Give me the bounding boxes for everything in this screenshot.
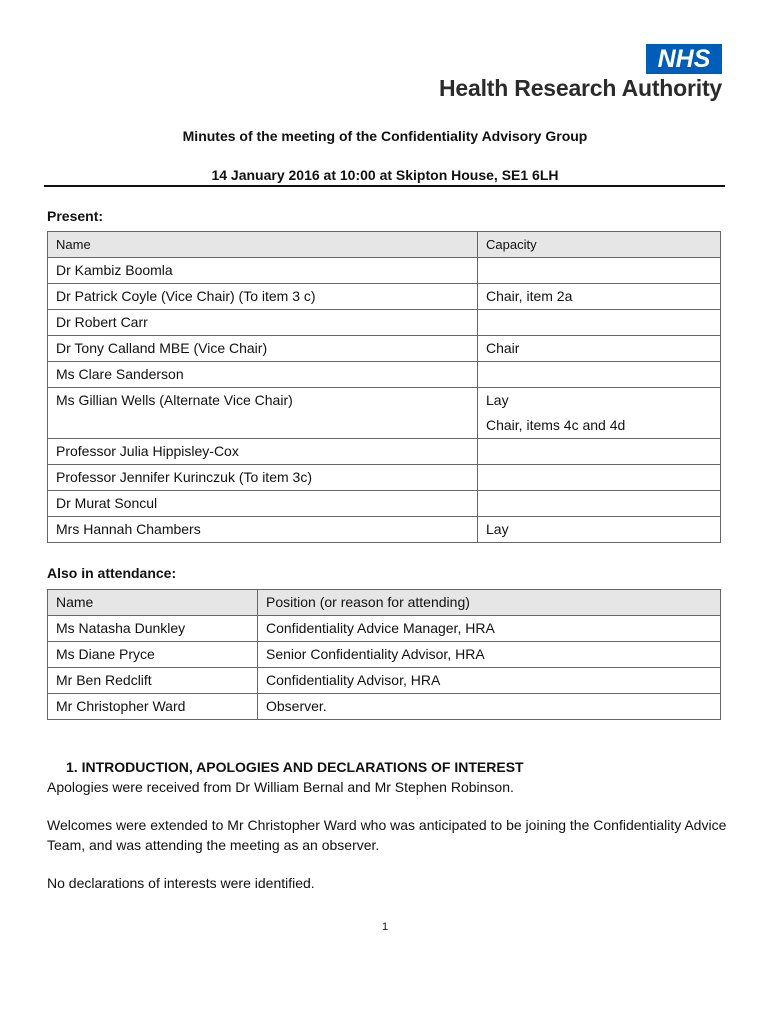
section-heading: 1. INTRODUCTION, APOLOGIES AND DECLARATIONS OF INTEREST — [66, 759, 524, 775]
table-row — [48, 642, 721, 668]
page-number: 1 — [381, 921, 389, 933]
name-cell: Ms Clare Sanderson — [48, 362, 478, 388]
attendance-label: Also in attendance: — [47, 565, 177, 581]
table-row — [48, 258, 721, 284]
capacity-cell — [478, 439, 721, 465]
organisation-name: Health Research Authority — [439, 75, 722, 101]
title-divider — [44, 185, 725, 187]
paragraph: Apologies were received from Dr William Bernal and Mr Stephen Robinson. — [47, 779, 514, 795]
table-row — [48, 668, 721, 694]
name-cell: Ms Diane Pryce — [48, 642, 258, 668]
nhs-hra-logo — [402, 44, 722, 104]
name-cell: Mr Christopher Ward — [48, 694, 258, 720]
present-table — [47, 231, 721, 543]
table-row — [48, 517, 721, 543]
header-cell: Name — [48, 232, 478, 258]
nhs-logo-box: NHS — [646, 44, 722, 74]
paragraph: No declarations of interests were identified. — [47, 875, 315, 891]
position-cell: Confidentiality Advice Manager, HRA — [258, 616, 721, 642]
table-row — [48, 310, 721, 336]
position-cell: Confidentiality Advisor, HRA — [258, 668, 721, 694]
document-title: Minutes of the meeting of the Confidentiality Advisory Group — [182, 128, 588, 144]
name-cell: Dr Kambiz Boomla — [48, 258, 478, 284]
capacity-cell — [478, 388, 721, 439]
name-cell: Dr Robert Carr — [48, 310, 478, 336]
name-cell: Dr Murat Soncul — [48, 491, 478, 517]
name-cell: Dr Tony Calland MBE (Vice Chair) — [48, 336, 478, 362]
position-cell: Observer. — [258, 694, 721, 720]
capacity-cell — [478, 310, 721, 336]
name-cell: Professor Julia Hippisley-Cox — [48, 439, 478, 465]
meeting-date-location: 14 January 2016 at 10:00 at Skipton House, SE1 6LH — [211, 167, 559, 183]
header-cell: Capacity — [478, 232, 721, 258]
header-cell: Name — [48, 590, 258, 616]
capacity-cell — [478, 465, 721, 491]
table-row — [48, 491, 721, 517]
position-cell: Senior Confidentiality Advisor, HRA — [258, 642, 721, 668]
name-cell: Mr Ben Redclift — [48, 668, 258, 694]
name-cell: Ms Natasha Dunkley — [48, 616, 258, 642]
name-cell: Ms Gillian Wells (Alternate Vice Chair) — [48, 388, 478, 439]
capacity-line: Chair, items 4c and 4d — [486, 417, 626, 433]
capacity-cell: Chair, item 2a — [478, 284, 721, 310]
attendance-table — [47, 589, 721, 720]
table-row — [48, 388, 721, 439]
present-label: Present: — [47, 208, 104, 224]
capacity-cell: Lay — [478, 517, 721, 543]
table-row — [48, 336, 721, 362]
table-row — [48, 694, 721, 720]
name-cell: Mrs Hannah Chambers — [48, 517, 478, 543]
name-cell: Dr Patrick Coyle (Vice Chair) (To item 3 c) — [48, 284, 478, 310]
capacity-cell: Chair — [478, 336, 721, 362]
capacity-cell — [478, 258, 721, 284]
name-cell: Professor Jennifer Kurinczuk (To item 3c) — [48, 465, 478, 491]
capacity-cell — [478, 491, 721, 517]
table-row — [48, 284, 721, 310]
table-header-row — [48, 590, 721, 616]
header-cell: Position (or reason for attending) — [258, 590, 721, 616]
table-row — [48, 439, 721, 465]
capacity-cell — [478, 362, 721, 388]
table-row — [48, 362, 721, 388]
table-header-row — [48, 232, 721, 258]
table-row — [48, 616, 721, 642]
capacity-line: Lay — [486, 392, 509, 408]
paragraph: Welcomes were extended to Mr Christopher Ward who was anticipated to be joining the Confidentiality Advice Team, and was attending the meeting as an observer. — [47, 817, 727, 853]
table-row — [48, 465, 721, 491]
